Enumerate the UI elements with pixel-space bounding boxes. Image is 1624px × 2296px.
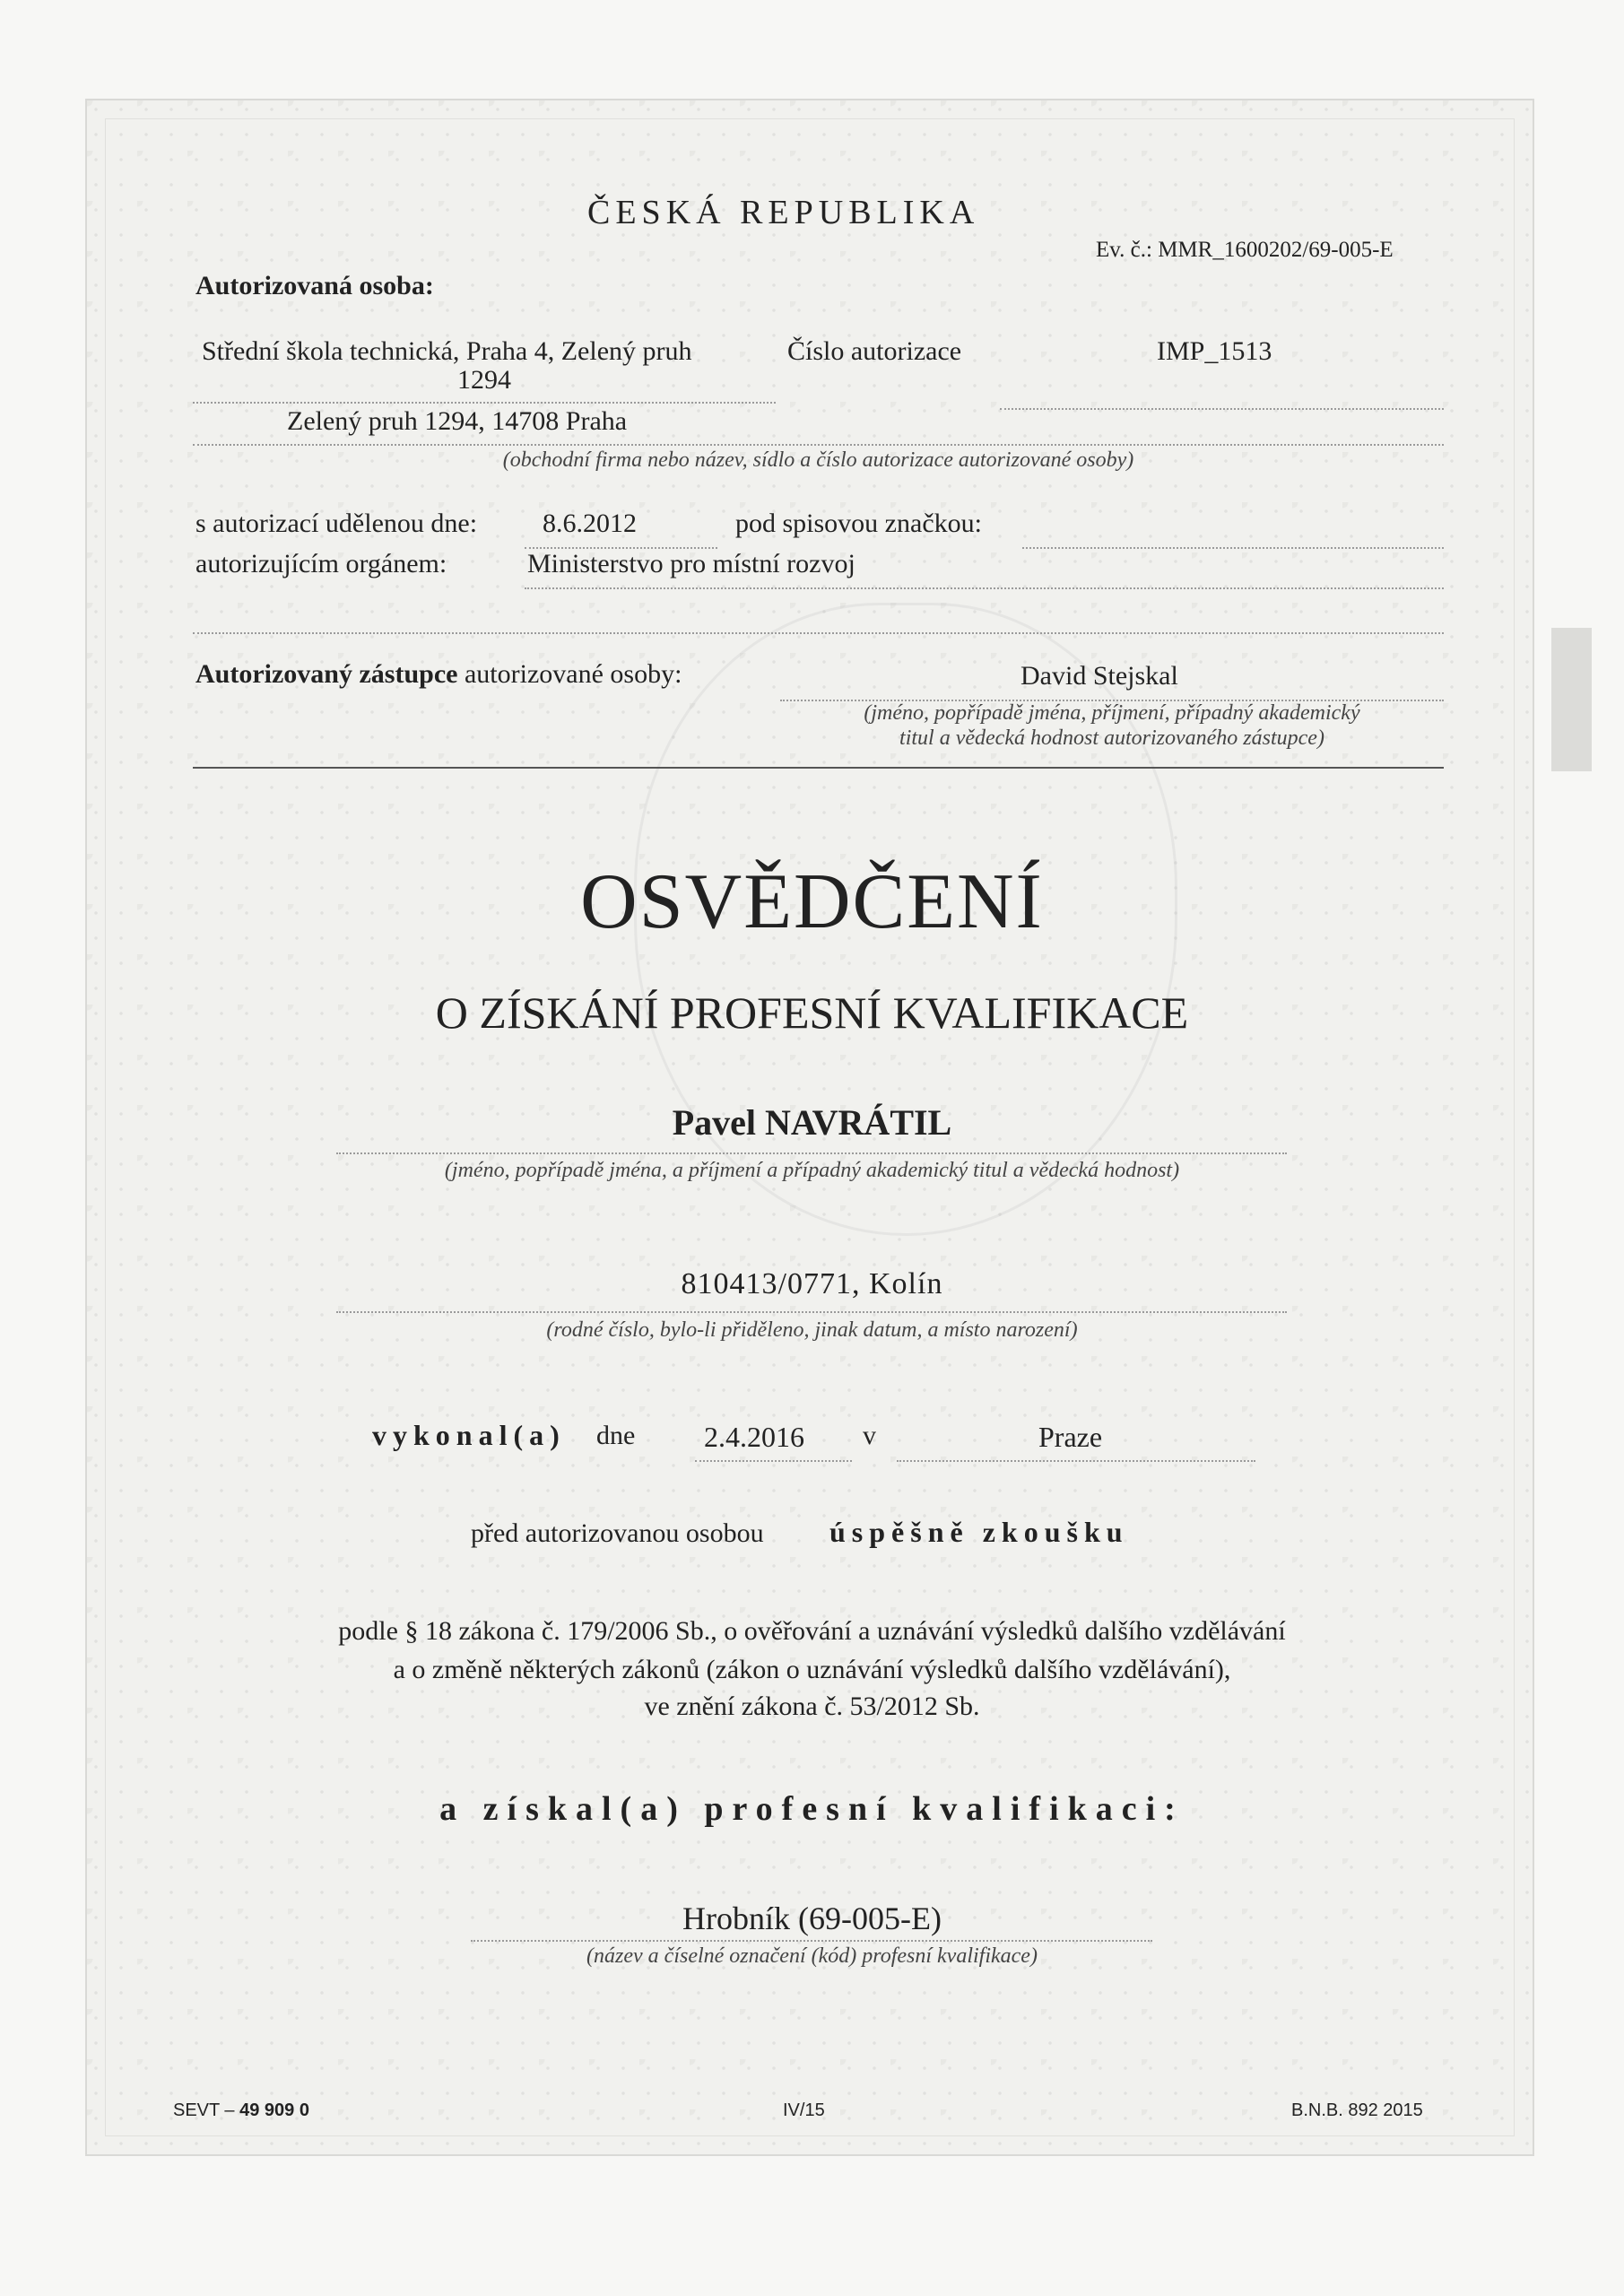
holder-birth-caption: (rodné číslo, bylo-li přiděleno, jinak datum, a místo narození) xyxy=(546,1318,1078,1342)
dotted-line xyxy=(525,587,1444,589)
representative-name: David Stejskal xyxy=(1020,661,1178,691)
footer-middle: IV/15 xyxy=(783,2100,825,2120)
dotted-line xyxy=(336,1311,1287,1313)
auth-number-value: IMP_1513 xyxy=(1157,336,1272,366)
footer-sevt-prefix: SEVT – xyxy=(173,2100,240,2120)
representative-caption-2: titul a vědecká hodnost autorizovaného zástupce) xyxy=(899,726,1324,750)
granted-value: 8.6.2012 xyxy=(543,509,637,538)
performed-label: vykonal(a) xyxy=(372,1419,566,1451)
qualification-heading: a získal(a) profesní kvalifikaci: xyxy=(439,1790,1185,1828)
dotted-line xyxy=(897,1460,1255,1462)
file-number-label: pod spisovou značkou: xyxy=(735,509,982,538)
holder-name-caption: (jméno, popřípadě jména, a příjmení a případný akademický titul a vědecká hodnost) xyxy=(444,1159,1180,1182)
authorized-person-address: Zelený pruh 1294, 14708 Praha xyxy=(287,406,628,436)
law-line-3: ve znění zákona č. 53/2012 Sb. xyxy=(644,1692,980,1721)
representative-label-bold: Autorizovaný zástupce xyxy=(195,659,458,689)
certificate-subtitle: O ZÍSKÁNÍ PROFESNÍ KVALIFIKACE xyxy=(435,987,1189,1038)
dotted-line xyxy=(1022,547,1444,549)
country-heading: ČESKÁ REPUBLIKA xyxy=(587,194,980,231)
dotted-line xyxy=(1000,408,1444,410)
authorized-person-name-cont: 1294 xyxy=(457,365,511,395)
day-label: dne xyxy=(596,1421,636,1450)
dotted-line xyxy=(193,444,1444,446)
representative-label-rest: autorizované osoby: xyxy=(464,659,682,689)
authority-value: Ministerstvo pro místní rozvoj xyxy=(527,549,855,578)
dotted-line xyxy=(336,1152,1287,1154)
dotted-line xyxy=(471,1940,1152,1942)
qualification-value: Hrobník (69-005-E) xyxy=(682,1900,942,1936)
footer-sevt xyxy=(173,2100,309,2121)
authorized-person-caption: (obchodní firma nebo název, sídlo a číslo autorizace autorizované osoby) xyxy=(502,448,1134,472)
qualification-caption: (název a číselné označení (kód) profesní kvalifikace) xyxy=(586,1944,1038,1968)
authorized-person-name: Střední škola technická, Praha 4, Zelený pruh xyxy=(202,336,692,366)
place-label: v xyxy=(863,1421,876,1450)
dotted-line xyxy=(193,402,776,404)
scan-artifact xyxy=(1551,628,1592,771)
granted-label: s autorizací udělenou dne: xyxy=(195,509,478,538)
law-line-1: podle § 18 zákona č. 179/2006 Sb., o ověřování a uznávání výsledků dalšího vzdělávání xyxy=(338,1616,1286,1646)
authority-label: autorizujícím orgánem: xyxy=(195,549,447,578)
auth-number-label: Číslo autorizace xyxy=(787,336,962,366)
certificate-title: OSVĚDČENÍ xyxy=(580,858,1044,945)
holder-birth: 810413/0771, Kolín xyxy=(681,1267,943,1300)
representative-label xyxy=(195,659,682,690)
footer-sevt-code: 49 909 0 xyxy=(239,2100,309,2120)
footer-right: B.N.B. 892 2015 xyxy=(1291,2100,1423,2120)
authorized-person-heading: Autorizovaná osoba: xyxy=(195,271,434,300)
evidence-number: Ev. č.: MMR_1600202/69-005-E xyxy=(1096,238,1394,262)
dotted-line xyxy=(695,1460,852,1462)
holder-name: Pavel NAVRÁTIL xyxy=(672,1102,952,1143)
success-text: úspěšně zkoušku xyxy=(829,1516,1129,1548)
law-line-2: a o změně některých zákonů (zákon o uznávání výsledků dalšího vzdělávání), xyxy=(393,1655,1231,1684)
representative-caption-1: (jméno, popřípadě jména, příjmení, případný akademický xyxy=(864,701,1360,725)
dotted-line xyxy=(193,632,1444,634)
separator-line xyxy=(193,767,1444,769)
before-authorized-text: před autorizovanou osobou xyxy=(471,1518,764,1548)
exam-place: Praze xyxy=(1038,1421,1103,1453)
exam-date: 2.4.2016 xyxy=(704,1421,804,1453)
